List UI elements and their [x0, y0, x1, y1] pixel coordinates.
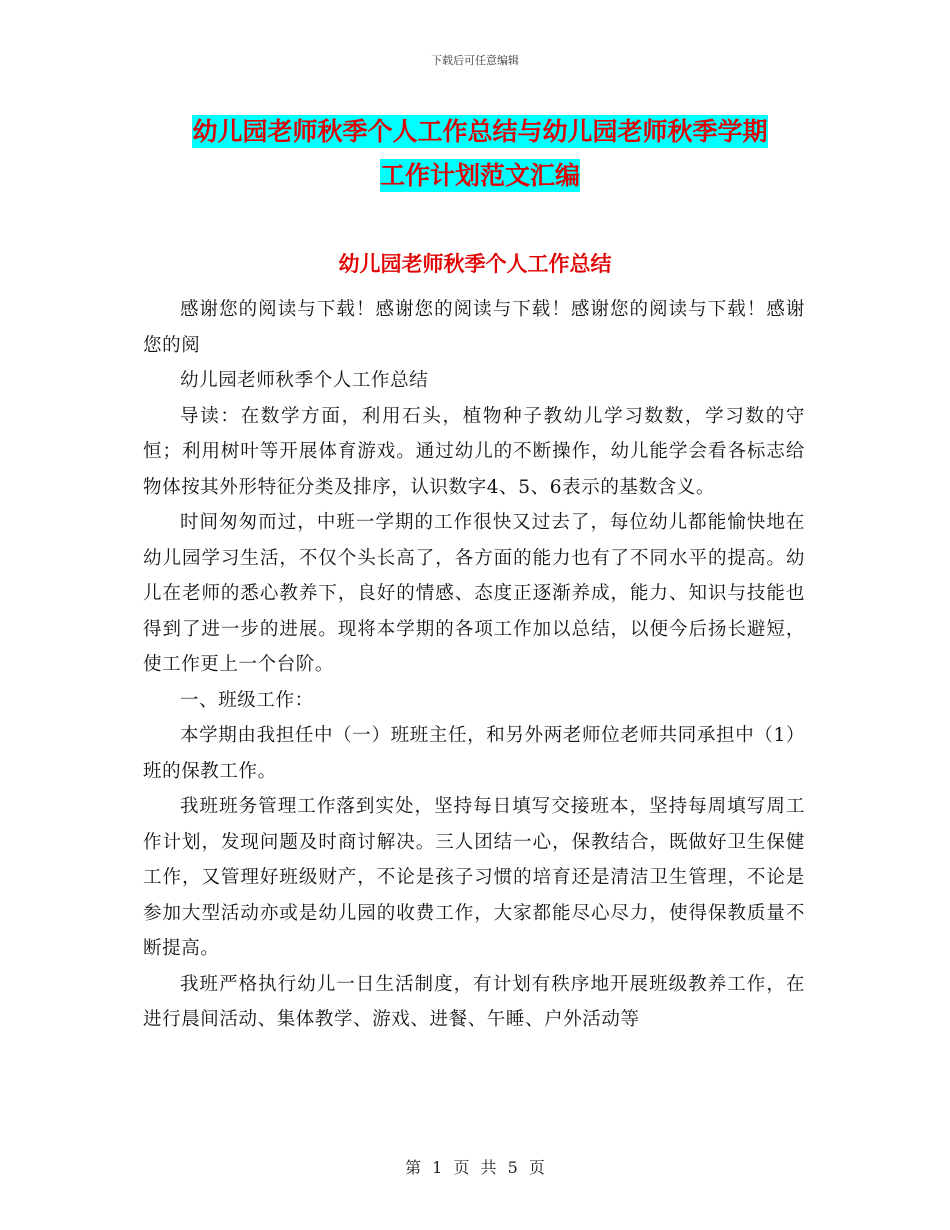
header-note: 下载后可任意编辑: [431, 54, 519, 67]
section-title: 幼儿园老师秋季个人工作总结: [338, 251, 612, 276]
paragraph: 时间匆匆而过，中班一学期的工作很快又过去了，每位幼儿都能愉快地在幼儿园学习生活，不仅个头长高了，各方面的能力也有了不同水平的提高。幼儿在老师的悉心教养下，良好的情感、态度正逐渐养成，能力、知识与技能也得到了进一步的进展。现将本学期的各项工作加以总结，以便今后扬长避短，使工作更上一个台阶。: [143, 512, 805, 675]
document-title-line-1: 幼儿园老师秋季个人工作总结与幼儿园老师秋季学期: [192, 117, 768, 146]
page-footer: 第 1 页 共 5 页: [405, 1158, 545, 1177]
paragraph: 我班班务管理工作落到实处，坚持每日填写交接班本，坚持每周填写周工作计划，发现问题及时商讨解决。三人团结一心，保教结合，既做好卫生保健工作，又管理好班级财产，不论是孩子习惯的培育还是清洁卫生管理，不论是参加大型活动亦或是幼儿园的收费工作，大家都能尽心尽力，使得保教质量不断提高。: [143, 796, 805, 959]
paragraph: 一、班级工作：: [180, 689, 314, 711]
paragraph: 幼儿园老师秋季个人工作总结: [180, 370, 429, 391]
paragraph: 我班严格执行幼儿一日生活制度，有计划有秩序地开展班级教养工作，在进行晨间活动、集体教学、游戏、进餐、午睡、户外活动等: [143, 973, 805, 1030]
body-text: [143, 292, 805, 1038]
document-title-line-2: 工作计划范文汇编: [379, 161, 580, 190]
paragraph: 感谢您的阅读与下载！感谢您的阅读与下载！感谢您的阅读与下载！感谢您的阅: [143, 299, 805, 356]
paragraph: 本学期由我担任中（一）班班主任，和另外两老师位老师共同承担中（1）班的保教工作。: [143, 725, 805, 782]
document-title: [140, 110, 820, 198]
paragraph: 导读：在数学方面，利用石头，植物种子教幼儿学习数数，学习数的守恒；利用树叶等开展体育游戏。通过幼儿的不断操作，幼儿能学会看各标志给物体按其外形特征分类及排序，认识数字4、5、6表示的基数含义。: [143, 405, 805, 498]
